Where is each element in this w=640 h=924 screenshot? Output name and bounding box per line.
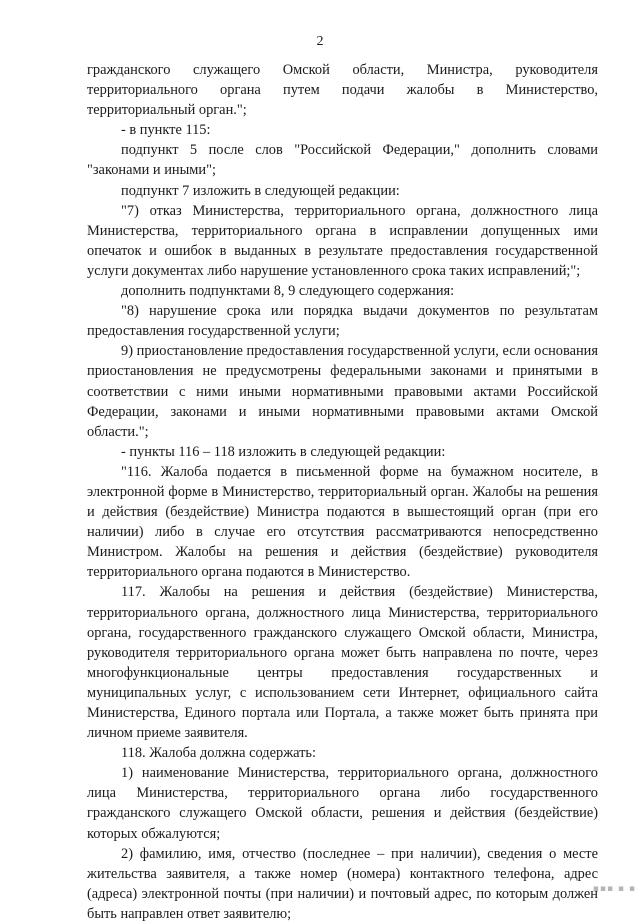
paragraph-quote-7: "7) отказ Министерства, территориального органа, должностного лица Министерства, территориального органа в исправлении допущенных ими опечаток и ошибок в выданных в результате предоставления государственной услуги документах либо нарушение установленного срока таких исправлений;"; (87, 202, 598, 279)
paragraph-quote-9: 9) приостановление предоставления государственной услуги, если основания приостановления не предусмотрены федеральными законами и принятыми в соответствии с ними иными нормативными правовыми актами Российской Федерации, законами и иными нормативными правовыми актами Омской области."; (87, 343, 598, 440)
paragraph-117: 117. Жалобы на решения и действия (бездействие) Министерства, территориального органа, должностного лица Министерства, территориального органа, государственного гражданского служащего Омской области, Министра, руководителя территориального органа может быть направлена по почте, через многофункциональные центры предоставления государственных и муниципальных услуг, с использованием сети Интернет, официального сайта Министерства, Единого портала или Портала, а также может быть принята при личном приеме заявителя. (87, 584, 598, 742)
paragraph-add-subitems: дополнить подпунктами 8, 9 следующего содержания: (121, 283, 455, 300)
paragraph-118-2: 2) фамилию, имя, отчество (последнее – при наличии), сведения о месте жительства заявителя, а также номер (номера) контактного телефона, адрес (адреса) электронной почты (при наличии) и почтовый адрес, по которым должен быть направлен ответ заявителю; (87, 845, 598, 922)
paragraph-subitem-7: подпункт 7 изложить в следующей редакции: (121, 182, 400, 199)
paragraph-116: "116. Жалоба подается в письменной форме на бумажном носителе, в электронной форме в Министерство, территориальный орган. Жалобы на решения и действия (бездействие) Министра подаются в вышестоящий орган (при его наличии) либо в случае его отсутствия рассматриваются непосредственно Министром. Жалобы на решения и действия (бездействие) руководителя территориального органа подаются в Министерство. (87, 463, 598, 581)
paragraph-118: 118. Жалоба должна содержать: (121, 745, 316, 762)
paragraph-item-115: - в пункте 115: (121, 122, 211, 139)
document-body (87, 60, 598, 924)
page-number: 2 (316, 34, 324, 49)
paragraph-continuation: гражданского служащего Омской области, Министра, руководителя территориального органа путем подачи жалобы в Министерство, территориальный орган."; (87, 62, 598, 119)
paragraph-118-1: 1) наименование Министерства, территориального органа, должностного лица Министерства, территориального органа либо государственного гражданского служащего Омской области, решения и действия (бездействие) которых обжалуются; (87, 765, 598, 842)
paragraph-subitem-5: подпункт 5 после слов "Российской Федерации," дополнить словами "законами и иными"; (87, 142, 598, 179)
paragraph-quote-8: "8) нарушение срока или порядка выдачи документов по результатам предоставления государственной услуги; (87, 303, 598, 340)
paragraph-items-116-118: - пункты 116 – 118 изложить в следующей редакции: (121, 443, 446, 460)
scan-artifact: ▪▪▪ ▪ ▪ (592, 884, 636, 894)
